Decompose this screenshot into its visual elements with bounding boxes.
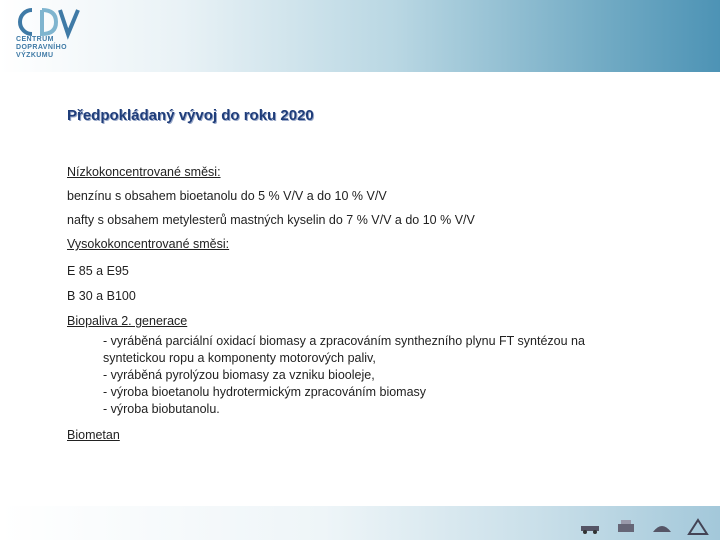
- partner-logo-3-icon: [650, 518, 674, 536]
- item-gasoline-blend: benzínu s obsahem bioetanolu do 5 % V/V a do 10 % V/V: [67, 189, 387, 203]
- sub-item-4: - výroba biobutanolu.: [103, 402, 220, 416]
- heading-biomethane: Biometan: [67, 428, 120, 442]
- sub-item-1: - vyráběná parciální oxidací biomasy a zpracováním synthezního plynu FT syntézou na: [103, 334, 585, 348]
- partner-logo-1-icon: [578, 518, 602, 536]
- heading-high-concentration: Vysokokoncentrované směsi:: [67, 237, 230, 251]
- logo-text: [16, 36, 67, 60]
- partner-logo-2-icon: [614, 518, 638, 536]
- item-b30-b100: B 30 a B100: [67, 289, 136, 303]
- header-band: [0, 0, 720, 72]
- footer-logos: [578, 518, 710, 536]
- heading-low-concentration: Nízkokoncentrované směsi:: [67, 165, 221, 179]
- sub-item-3: - výroba bioetanolu hydrotermickým zpracováním biomasy: [103, 385, 427, 399]
- sub-item-2: - vyráběná pyrolýzou biomasy za vzniku biooleje,: [103, 368, 375, 382]
- heading-second-generation: Biopaliva 2. generace: [67, 314, 188, 328]
- item-e85-e95: E 85 a E95: [67, 264, 129, 278]
- logo-line-3: VÝZKUMU: [16, 52, 54, 59]
- logo-line-2: DOPRAVNÍHO: [16, 44, 67, 51]
- logo-line-1: CENTRUM: [16, 36, 54, 43]
- slide-title: Předpokládaný vývoj do roku 2020: [67, 107, 314, 124]
- partner-logo-4-icon: [686, 518, 710, 536]
- sub-item-1-continued: syntetickou ropu a komponenty motorových paliv,: [103, 351, 376, 365]
- item-diesel-blend: nafty s obsahem metylesterů mastných kyselin do 7 % V/V a do 10 % V/V: [67, 213, 475, 227]
